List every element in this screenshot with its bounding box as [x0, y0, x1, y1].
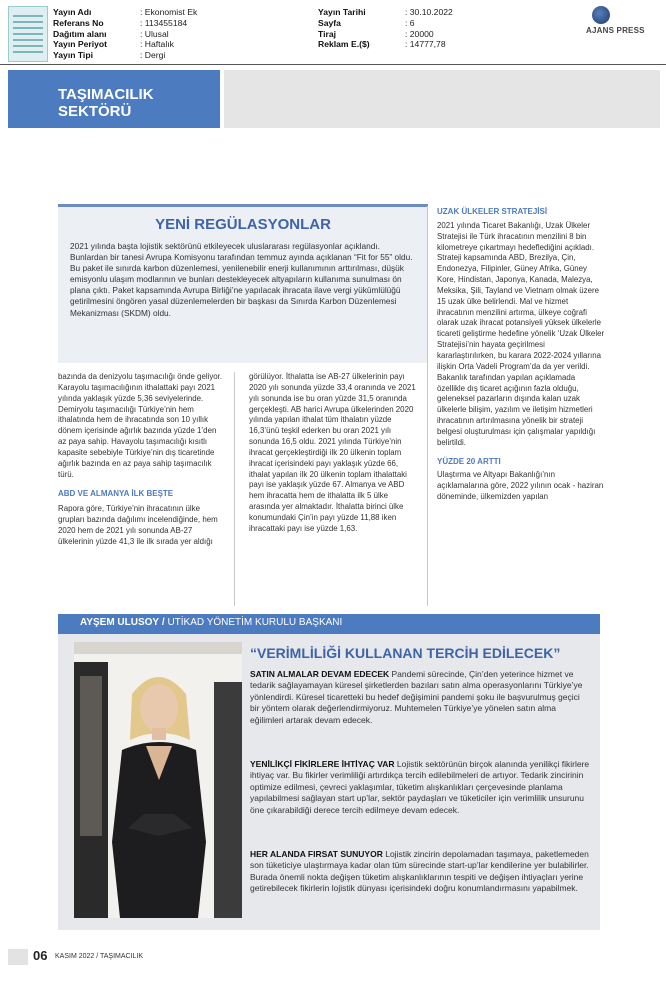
interview-paragraph	[250, 669, 590, 726]
column-3-subheading: UZAK ÜLKELER STRATEJİSİ	[437, 207, 548, 216]
footer-text: KASIM 2022 / TAŞIMACILIK	[55, 953, 144, 960]
meta-label: Dağıtım alanı	[53, 28, 107, 39]
meta-value: : 30.10.2022	[405, 7, 453, 17]
meta-label: Yayın Periyot	[53, 39, 107, 50]
ajans-press-logo-text: AJANS PRESS	[586, 26, 645, 35]
meta-value: : Dergi	[140, 50, 166, 61]
interview-paragraph	[250, 849, 590, 895]
column-2-text: görülüyor. İthalatta ise AB-27 ülkelerinin payı 2020 yılı sonunda yüzde 33,4 oranında ve 2021 yılı sonunda ise bu oran yüzde 31,5 oranında gerçekleşti. AB harici Avrupa ülkelerinden 2020 yılında yapılan ithalat tüm ithalatın yüzde 16,3’ünü teşkil ederken bu oran 2021 yılı sonunda 16,5 oldu. 2021 yılında Türkiye’nin ihracat gerçekleştirdiği ilk 20 ülkenin toplam ihracat içerisindeki payı yaklaşık yüzde 66, ithalat yapılan ilk 20 ülkenin toplam ithalattaki payı ise yaklaşık yüzde 67. Almanya ve ABD hem ihracatta hem de ithalatta ilk 5 ülke arasında yer almaktadır. İthalatta birinci ülke konumundaki Çin’in payı yüzde 11,88 iken ihracattaki payı ise yüzde 1,63.	[249, 372, 416, 533]
article-column-3	[437, 207, 605, 503]
meta-label: Tiraj	[318, 28, 336, 39]
meta-value: : 20000	[405, 28, 434, 39]
paragraph-heading: SATIN ALMALAR DEVAM EDECEK	[250, 669, 390, 679]
column-3-text: 2021 yılında Ticaret Bakanlığı, Uzak Ülkeler Stratejisi ile Türk ihracatının menzilini 8 bin kilometreye çıkartmayı hedeflediğini açıkladı. Strateji kapsamında ABD, Brezilya, Çin, Endonezya, Filipinler, Güney Afrika, Güney Kore, Hindistan, Japonya, Kanada, Malezya, Meksika, Şili, Tayland ve Vietnam olmak üzere 15 uzak ülke belirlendi. Mal ve hizmet ihracatının menzilini artırma, ülkeye coğrafi olarak uzak ihracat potansiyeli yüksek ülkelerle ticareti geliştirme hedefine yönelik ‘Uzak Ülkeler Stratejisi’nin hayata geçirilmesi kararlaştırılırken, bu karara 2022-2024 yıllarına ilişkin Orta Vadeli Program’da da yer verildi. Bakanlık tarafından yapılan açıklamada özellikle dış ticaret açığının fazla olduğu, geleneksel pazarların dışında kalan uzak ülkelerle bilişim, yazılım ve iletişim hizmetleri ihracatının artırılmasına yönelik bir strateji belgesi oluşturulması için çalışmalar yapıldığı belirtildi.	[437, 220, 605, 447]
column-1-text: bazında da denizyolu taşımacılığı önde geliyor. Karayolu taşımacılığının ithalattaki payı 2021 yılında yaklaşık yüzde 5,36 seviyelerinde. Demiryolu taşımacılığı Türkiye’nin hem ithalatında hem de ihracatında son 10 yıllık dönem içerisinde ağırlık bazında yüzde 1’den az paya sahip. Havayolu taşımacılığı kısıtlı kapasite sebebiyle Türkiye’nin dış ticaretinde ağırlık bazında en az paya sahip taşımacılık türü.	[58, 372, 223, 479]
meta-value: : Ulusal	[140, 28, 169, 39]
header-divider	[0, 64, 666, 65]
interviewee-photo	[74, 642, 242, 918]
paragraph-heading: HER ALANDA FIRSAT SUNUYOR	[250, 849, 383, 859]
regulations-text: 2021 yılında başta lojistik sektörünü etkileyecek uluslararası regülasyonlar açıklandı. Bunlardan bir tanesi Avrupa Komisyonu tarafından temmuz ayında açıklanan “Fit for 55” oldu. Bu paket ile sınırda karbon düzenlemesi, yenilenebilir enerji kullanımının arttırılması, düşük emisyonlu ulaşım modlarının ve bunları destekleyecek altyapıların kullanıma sunulması ön plana çıktı. Paket kapsamında Avrupa Birliği’ne yapılacak ihracata ilave vergi yükümlülüğü getirilmesini öngören yasal düzenlemelerden bir başkası da Sınırda Karbon Düzenlemesi Mekanizması (SKDM) oldu.	[70, 241, 413, 318]
meta-value: : Ekonomist Ek	[140, 7, 198, 17]
paragraph-heading: YENİLİKÇİ FİKİRLERE İHTİYAÇ VAR	[250, 759, 395, 769]
interviewee-role: UTİKAD YÖNETİM KURULU BAŞKANI	[167, 617, 343, 628]
meta-right-values	[405, 7, 453, 50]
article-column-1	[58, 372, 226, 548]
meta-value: : 14777,78	[405, 39, 446, 50]
column-divider	[234, 372, 235, 606]
column-3-subheading-2: YÜZDE 20 ARTTI	[437, 456, 501, 466]
column-1-subheading: ABD VE ALMANYA İLK BEŞTE	[58, 489, 174, 499]
meta-value: : 6	[405, 17, 415, 28]
regulations-title: YENİ REGÜLASYONLAR	[155, 216, 331, 233]
meta-label: Yayın Adı	[53, 7, 92, 17]
article-column-2	[249, 372, 419, 535]
meta-label: Yayın Tarihi	[318, 7, 366, 17]
paragraph-text: Pandemi sürecinde, Çin’den yeterince hizmet ve tedarik sağlayamayan küresel şirketlerden bazıları satın alma operasyonlarını Türkiye’ye yönlendirdi. Küresel ticaretteki bu hedef değişimini pandemi şoku ile başvurulmuş geçici bir yöntem olarak değerlendirmiyoruz. Muhtemelen Türkiye’ye yönelen satın alma eğilimleri artarak devam edecek.	[250, 669, 583, 725]
column-divider	[427, 206, 428, 606]
meta-value: : 113455184	[140, 17, 188, 28]
column-3-text-2: Ulaştırma ve Altyapı Bakanlığı’nın açıklamalarına göre, 2022 yılının ocak - haziran döneminde, ülkemizden yapılan	[437, 470, 604, 502]
meta-label: Sayfa	[318, 17, 341, 28]
interviewee-label	[80, 617, 342, 628]
footer-marker	[8, 949, 28, 965]
banner-gray-panel	[224, 70, 660, 128]
ajans-press-logo-icon	[592, 6, 610, 24]
name-separator: /	[161, 617, 165, 628]
paragraph-text: Lojistik zincirin depolamadan taşımaya, paketlemeden son tüketiciye ulaştırmaya kadar olan tüm sürecinde start-up’lar kendilerine yer bulabilirler. Burada önemli nokta değişen tüketim alışkanlıklarının tespiti ve değişen ihtiyaçları yerine getirebilecek fikirlerin lojistik dünyası içerisindeki doğru konumlandırmasını yapabilmek.	[250, 849, 589, 894]
meta-left-labels	[53, 7, 107, 61]
meta-label: Reklam E.($)	[318, 39, 370, 50]
clipping-thumbnail	[8, 6, 48, 62]
section-title: TAŞIMACILIK SEKTÖRÜ	[58, 86, 154, 120]
column-1-text-2: Rapora göre, Türkiye’nin ihracatının ülke grupları bazında dağılımı incelendiğinde, hem 2020 hem de 2021 yılı sonunda AB-27 ülkelerinin yüzde 41,3 ile ilk sırada yer aldığı	[58, 504, 218, 546]
meta-label: Referans No	[53, 17, 104, 28]
interview-paragraph	[250, 759, 590, 816]
paragraph-text: Lojistik sektörünün birçok alanında yenilikçi fikirlere ihtiyaç var. Bu fikirler verimliliği artırdıkça tercih edilebilmeleri de artıyor. Tedarik zincirinin optimize edilmesi, çevreci yaklaşımlar, tüketim alışkanlıkları çerçevesinde planlama yapılabilmesi sağlayan start up’lar, sektör paydaşları ve tüketiciler için verimlilik unsurunu öne çıkarabildiği derece tercih edilmeye devam edecek.	[250, 759, 590, 815]
meta-left-values	[140, 7, 197, 61]
meta-right-labels	[318, 7, 370, 50]
interviewee-name: AYŞEM ULUSOY	[80, 617, 160, 628]
page-number: 06	[33, 948, 48, 963]
meta-label: Yayın Tipi	[53, 50, 93, 61]
interview-title: “VERİMLİLİĞİ KULLANAN TERCİH EDİLECEK”	[250, 645, 561, 661]
meta-value: : Haftalık	[140, 39, 174, 50]
